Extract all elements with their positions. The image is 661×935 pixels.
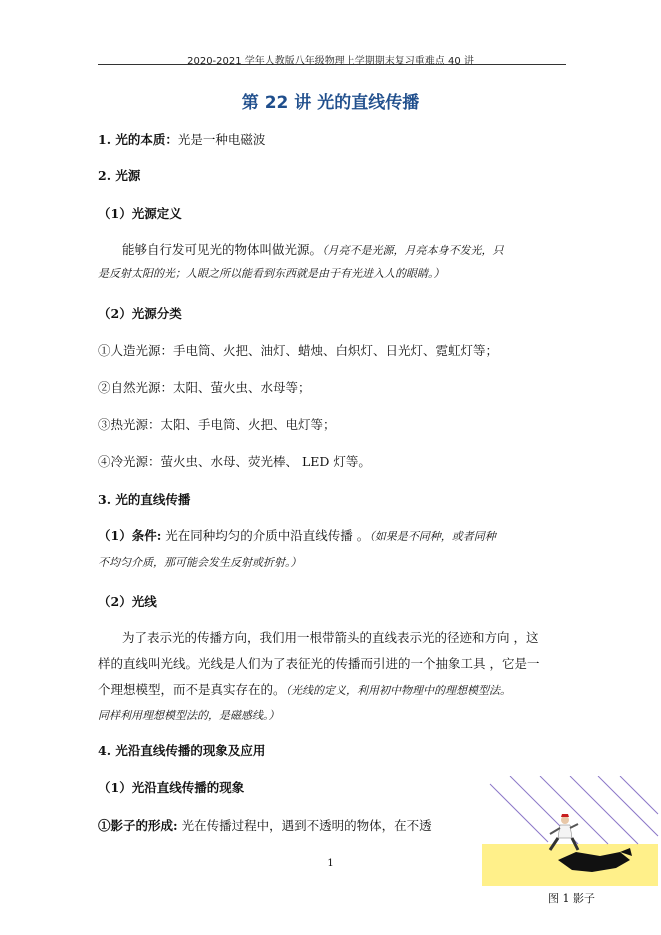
page-number: 1 <box>327 858 334 869</box>
section-3-heading: 3. 光的直线传播 <box>98 492 191 507</box>
section-4-heading: 4. 光沿直线传播的现象及应用 <box>98 743 266 758</box>
player-cap <box>561 814 569 817</box>
ray-paragraph-note: （光线的定义，利用初中物理中的理想模型法。 <box>285 684 512 697</box>
list-item-hot: ③热光源：太阳、手电筒、火把、电灯等； <box>98 417 336 432</box>
section-3-2-heading: （2）光线 <box>98 594 157 609</box>
section-2-1-heading: （1）光源定义 <box>98 206 182 221</box>
light-ray <box>570 776 638 844</box>
section-3-1-label: （1）条件: <box>98 528 162 543</box>
section-2-heading: 2. 光源 <box>98 168 141 183</box>
list-item-artificial: ①人造光源：手电筒、火把、油灯、蜡烛、白炽灯、日光灯、霓虹灯等； <box>98 343 499 358</box>
light-source-def-text: 能够自行发可见光的物体叫做光源。 <box>122 242 323 257</box>
ray-paragraph-line-1: 为了表示光的传播方向，我们用一根带箭头的直线表示光的径迹和方向 ，这 <box>122 630 539 645</box>
section-3-1 <box>98 528 568 545</box>
section-2-2-heading: （2）光源分类 <box>98 306 182 321</box>
ray-paragraph-line-3 <box>98 682 568 699</box>
section-1-text: 光是一种电磁波 <box>177 132 266 147</box>
shadow-illustration <box>480 776 660 886</box>
section-3-1-text: 光在同种均匀的介质中沿直线传播 。 <box>161 528 370 543</box>
paragraph-light-source-def <box>122 242 592 259</box>
paragraph-light-source-note: 是反射太阳的光；人眼之所以能看到东西就是由于有光进入人的眼睛。） <box>98 267 445 280</box>
light-ray <box>598 776 658 836</box>
page-header: 2020-2021 学年人教版八年级物理上学期期末复习重难点 40 讲 <box>187 56 474 67</box>
figure-caption: 图 1 影子 <box>548 892 595 905</box>
list-item-natural: ②自然光源：太阳、萤火虫、水母等； <box>98 380 311 395</box>
light-ray <box>490 784 548 842</box>
page-title: 第 22 讲 光的直线传播 <box>241 93 420 113</box>
section-3-1-note-cont: 不均匀介质，那可能会发生反射或折射。） <box>98 556 302 569</box>
shadow-formation-label: ①影子的形成: <box>98 818 178 833</box>
section-1 <box>98 132 568 148</box>
light-source-def-note: （月亮不是光源，月亮本身不发光，只 <box>322 244 504 257</box>
shadow-figure <box>480 776 660 886</box>
ray-paragraph-line-2: 样的直线叫光线。光线是人们为了表征光的传播而引进的一个抽象工具 ，它是一 <box>98 656 540 671</box>
header-divider <box>98 64 566 65</box>
player-head <box>561 816 569 824</box>
ray-paragraph-text: 个理想模型，而不是真实存在的。 <box>98 682 286 697</box>
section-4-1-heading: （1）光沿直线传播的现象 <box>98 780 245 795</box>
shadow-formation-text: 光在传播过程中，遇到不透明的物体，在不透 <box>177 818 432 833</box>
section-1-label: 1. 光的本质： <box>98 132 178 147</box>
list-item-cold: ④冷光源：萤火虫、水母、荧光棒、 LED 灯等。 <box>98 454 371 469</box>
light-ray <box>620 776 658 814</box>
shadow-formation <box>98 818 478 834</box>
section-3-1-note: （如果是不同种，或者同种 <box>369 530 496 543</box>
ray-paragraph-line-4: 同样利用理想模型法的，是磁感线。） <box>98 709 280 722</box>
